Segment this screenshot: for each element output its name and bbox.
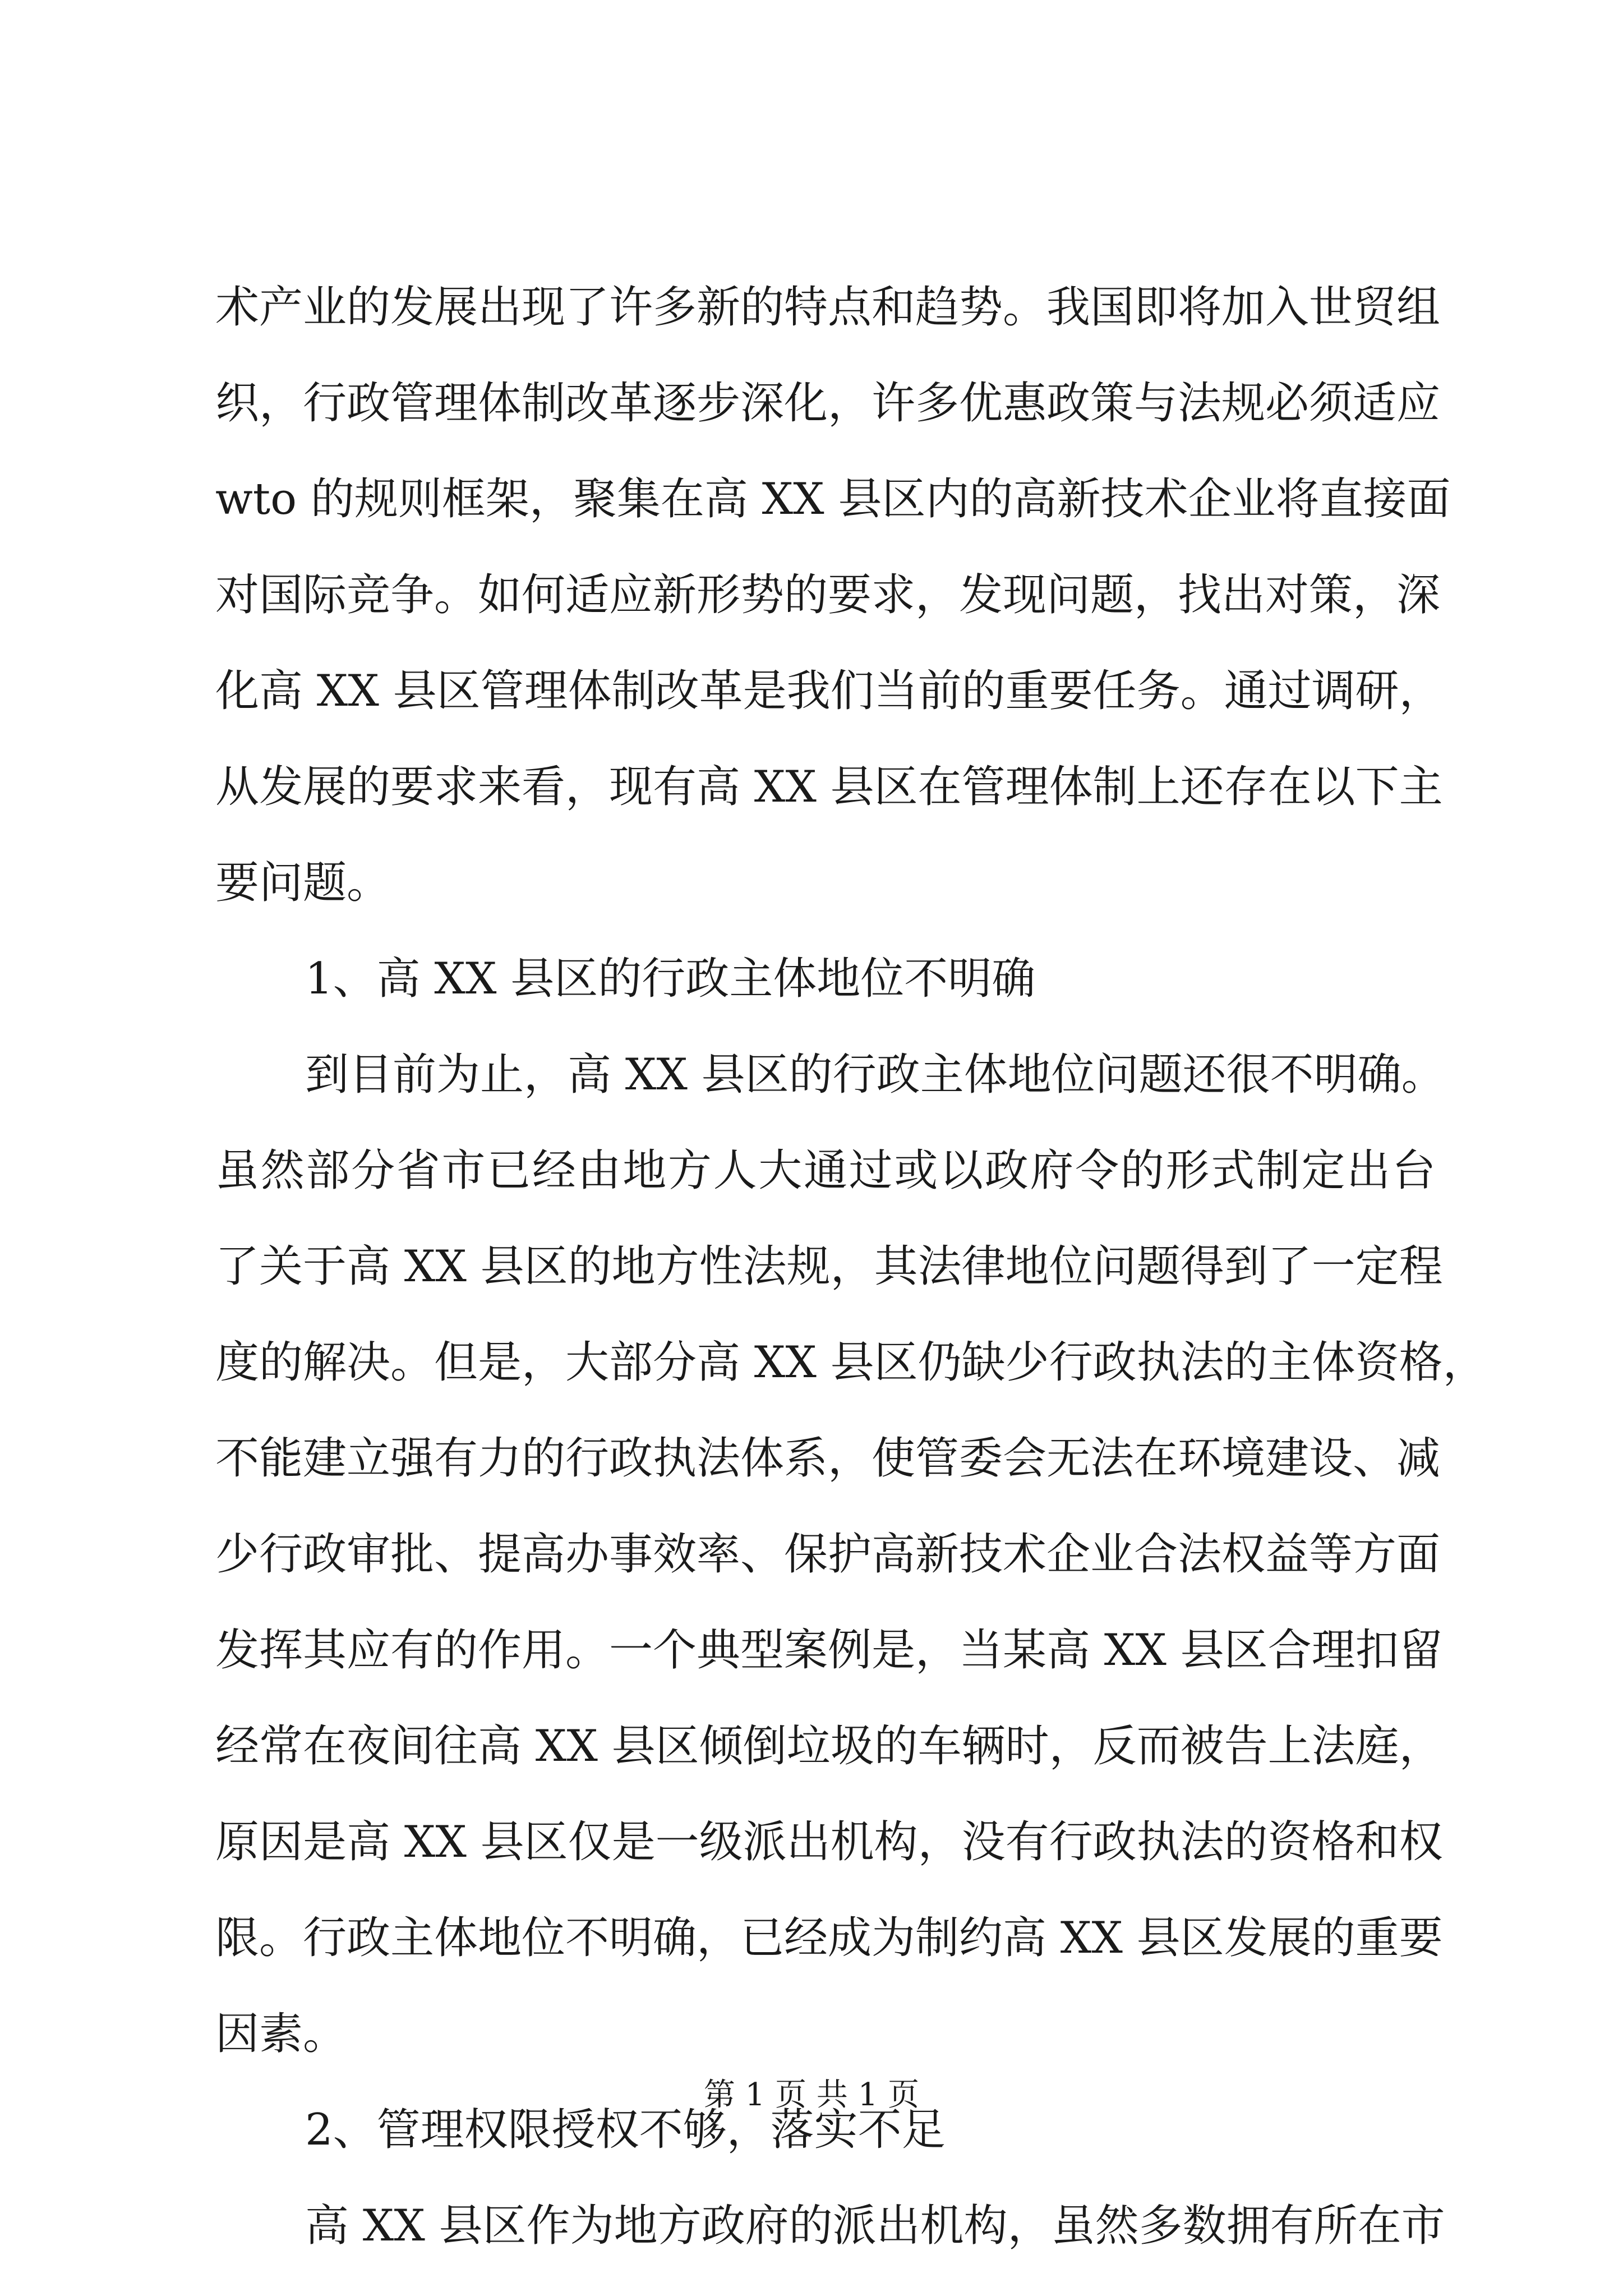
section-heading: 1、高 XX 县区的行政主体地位不明确	[305, 954, 1036, 1004]
document-body	[215, 260, 1487, 2274]
section-heading: 2、管理权限授权不够，落实不足	[305, 2105, 946, 2155]
text-line: 少行政审批、提高办事效率、保护高新技术企业合法权益等方面	[215, 1529, 1441, 1580]
text-line: 经常在夜间往高 XX 县区倾倒垃圾的车辆时，反而被告上法庭，	[215, 1721, 1443, 1772]
page-footer: 第 1 页 共 1 页	[703, 2077, 920, 2113]
text-line: 织，行政管理体制改革逐步深化，许多优惠政策与法规必须适应	[215, 378, 1441, 429]
text-line: 因素。	[215, 2009, 347, 2059]
text-line: 要问题。	[215, 858, 391, 908]
text-line: 限。行政主体地位不明确，已经成为制约高 XX 县区发展的重要	[215, 1913, 1443, 1963]
text-line: 到目前为止，高 XX 县区的行政主体地位问题还很不明确。	[305, 1050, 1445, 1100]
text-line: 不能建立强有力的行政执法体系，使管委会无法在环境建设、减	[215, 1433, 1441, 1484]
text-line: 从发展的要求来看，现有高 XX 县区在管理体制上还存在以下主	[215, 762, 1443, 812]
text-line: 发挥其应有的作用。一个典型案例是，当某高 XX 县区合理扣留	[215, 1625, 1443, 1676]
text-line: 对国际竞争。如何适应新形势的要求，发现问题，找出对策，深	[215, 570, 1441, 620]
text-line: 原因是高 XX 县区仅是一级派出机构，没有行政执法的资格和权	[215, 1817, 1443, 1867]
text-line: 了关于高 XX 县区的地方性法规，其法律地位问题得到了一定程	[215, 1241, 1443, 1292]
text-line: 化高 XX 县区管理体制改革是我们当前的重要任务。通过调研，	[215, 666, 1443, 716]
text-line: 高 XX 县区作为地方政府的派出机构，虽然多数拥有所在市	[305, 2201, 1445, 2251]
text-line: 虽然部分省市已经由地方人大通过或以政府令的形式制定出台	[215, 1145, 1436, 1196]
text-line: wto 的规则框架，聚集在高 XX 县区内的高新技术企业将直接面	[215, 474, 1451, 524]
text-line: 术产业的发展出现了许多新的特点和趋势。我国即将加入世贸组	[215, 282, 1441, 333]
text-line: 度的解决。但是，大部分高 XX 县区仍缺少行政执法的主体资格，	[215, 1337, 1487, 1388]
